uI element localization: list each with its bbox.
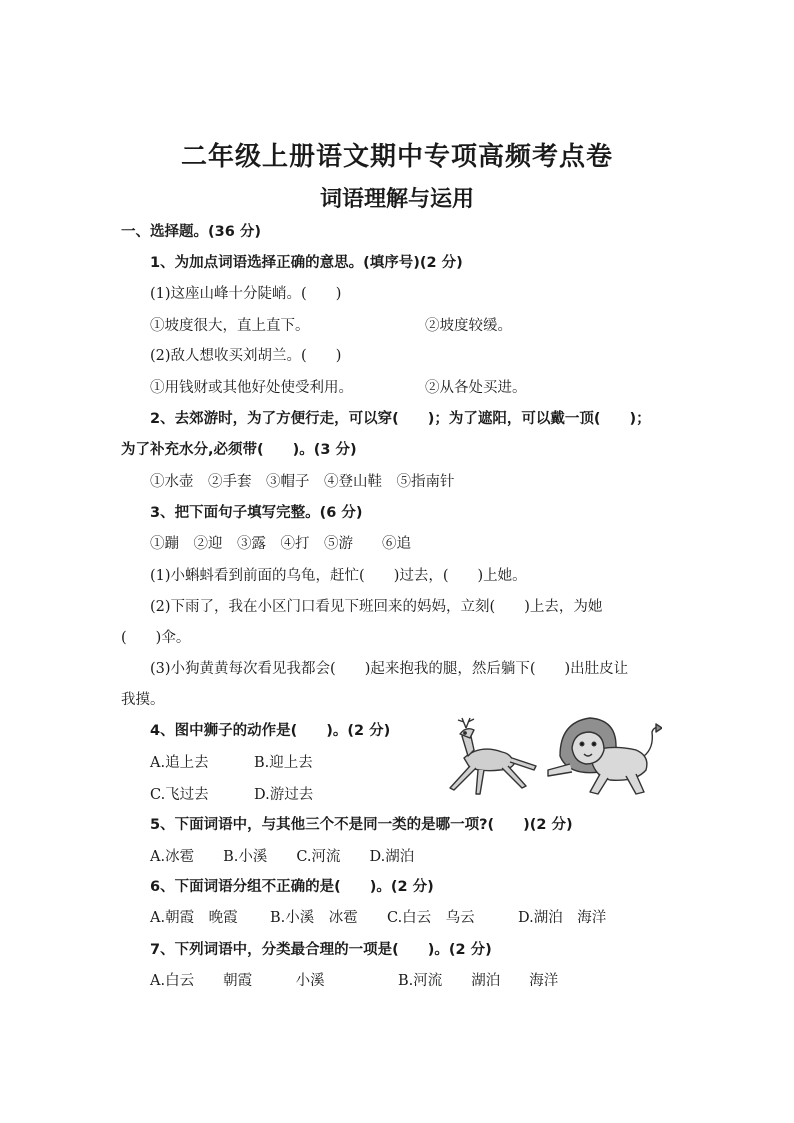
lion-icon xyxy=(548,718,662,794)
question-6-option-b: B.小溪 冰雹 xyxy=(270,910,358,926)
question-5-stem: 5、下面词语中，与其他三个不是同一类的是哪一项?( )(2 分) xyxy=(150,817,573,833)
section-heading: 一、选择题。(36 分) xyxy=(121,224,261,240)
question-7-option-a: A.白云 朝霞 小溪 xyxy=(150,973,325,989)
question-3-sentence-1: (1)小蝌蚪看到前面的乌龟，赶忙( )过去，( )上她。 xyxy=(150,568,527,584)
question-2-options: ①水壶 ②手套 ③帽子 ④登山鞋 ⑤指南针 xyxy=(150,474,455,490)
question-1-part-2-option-2: ②从各处买进。 xyxy=(425,380,527,396)
question-4-option-b: B.迎上去 xyxy=(254,755,313,771)
page-subtitle: 词语理解与运用 xyxy=(319,187,474,212)
question-6-option-a: A.朝霞 晚霞 xyxy=(150,910,238,926)
question-3-stem: 3、把下面句子填写完整。(6 分) xyxy=(150,505,363,521)
question-1-part-2: (2)敌人想收买刘胡兰。( ) xyxy=(150,348,342,364)
question-1-part-1-option-1: ①坡度很大，直上直下。 xyxy=(150,318,310,334)
question-6-option-c: C.白云 乌云 xyxy=(387,910,475,926)
lion-chasing-deer-illustration xyxy=(440,708,662,800)
question-3-options: ①蹦 ②迎 ③露 ④打 ⑤游 ⑥追 xyxy=(150,536,411,552)
question-4-option-d: D.游过去 xyxy=(254,787,314,803)
question-4-option-a: A.追上去 xyxy=(150,755,209,771)
question-1-stem: 1、为加点词语选择正确的意思。(填序号)(2 分) xyxy=(150,255,463,271)
question-1-part-1-option-2: ②坡度较缓。 xyxy=(425,318,512,334)
question-6-stem: 6、下面词语分组不正确的是( )。(2 分) xyxy=(150,879,434,895)
question-3-sentence-2-cont: ( )伞。 xyxy=(121,630,191,646)
question-3-sentence-2: (2)下雨了，我在小区门口看见下班回来的妈妈，立刻( )上去，为她 xyxy=(150,599,603,615)
question-3-sentence-3-cont: 我摸。 xyxy=(121,692,165,708)
page-title: 二年级上册语文期中专项高频考点卷 xyxy=(180,142,613,172)
question-1-part-1: (1)这座山峰十分陡峭。( ) xyxy=(150,286,342,302)
question-3-sentence-3: (3)小狗黄黄每次看见我都会( )起来抱我的腿，然后躺下( )出肚皮让 xyxy=(150,661,629,677)
question-2-stem: 2、去郊游时，为了方便行走，可以穿( )；为了遮阳，可以戴一顶( )； xyxy=(150,411,651,427)
question-4-option-c: C.飞过去 xyxy=(150,787,209,803)
deer-icon xyxy=(450,718,536,794)
question-6-option-d: D.湖泊 海洋 xyxy=(518,910,607,926)
question-2-stem-cont: 为了补充水分,必须带( )。(3 分) xyxy=(121,442,357,458)
question-5-options: A.冰雹 B.小溪 C.河流 D.湖泊 xyxy=(150,849,415,865)
question-7-option-b: B.河流 湖泊 海洋 xyxy=(398,973,559,989)
question-7-stem: 7、下列词语中，分类最合理的一项是( )。(2 分) xyxy=(150,942,492,958)
question-4-stem: 4、图中狮子的动作是( )。(2 分) xyxy=(150,723,391,739)
question-1-part-2-option-1: ①用钱财或其他好处使受利用。 xyxy=(150,380,353,396)
